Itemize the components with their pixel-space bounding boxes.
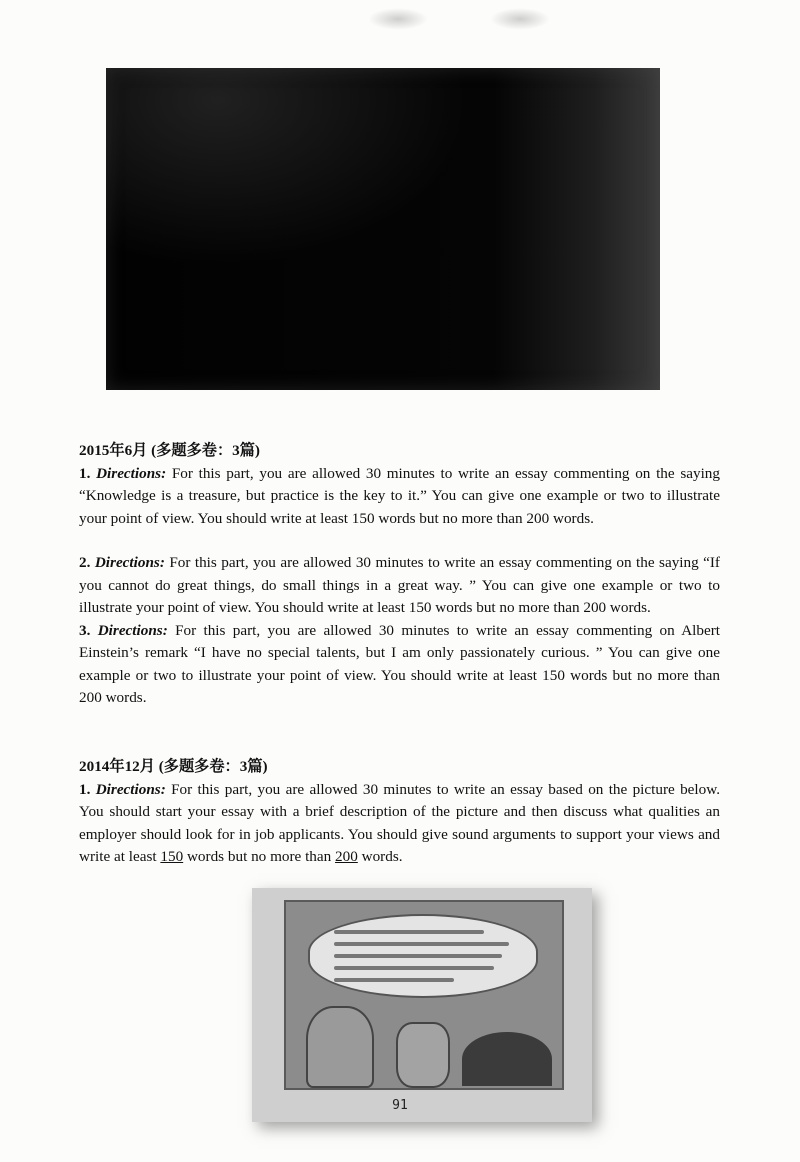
max-words: 200 — [335, 848, 358, 865]
question-text-after: words. — [357, 848, 403, 865]
cartoon-figure-right — [462, 1032, 552, 1086]
question-text: For this part, you are allowed 30 minutes to write an essay commenting on the saying “If you cannot do great things, do small things in a great way. ” You can give one example or two to illustrate your point of view. You should write at least 150 words but no more than 200 words. — [79, 554, 720, 616]
scan-smudge-right — [490, 8, 550, 30]
question-2-2015 — [79, 552, 720, 620]
section-2014 — [79, 756, 720, 869]
question-text-middle: words but no more than — [183, 848, 336, 865]
cartoon-image — [252, 888, 592, 1122]
cartoon-frame — [284, 900, 564, 1090]
directions-label: Directions: — [95, 780, 166, 798]
question-number: 3. — [79, 621, 91, 639]
cartoon-figure-left — [306, 1006, 374, 1088]
directions-label: Directions: — [94, 554, 165, 571]
page-number: 91 — [392, 1098, 408, 1113]
question-3-2015 — [79, 620, 720, 710]
directions-label: Directions: — [97, 621, 168, 639]
question-text-before: For this part, you are allowed 30 minutes to write an essay based on the picture below. You should start your essay with a brief description of the picture and then discuss what qualities an employer should look for in job applicants. You should give sound arguments to support your views and write at least — [79, 780, 720, 865]
question-number: 1. — [79, 780, 91, 798]
scan-smudge-left — [368, 8, 428, 30]
section-2015 — [79, 440, 720, 710]
section-heading-2015: 2015年6月 (多题多卷：3篇) — [79, 442, 260, 459]
directions-label: Directions: — [96, 464, 167, 482]
question-number: 2. — [79, 554, 91, 571]
cartoon-figure-middle — [396, 1022, 450, 1088]
min-words: 150 — [160, 848, 184, 865]
question-1-2014 — [79, 779, 720, 869]
section-heading-2014: 2014年12月 (多题多卷：3篇) — [79, 758, 268, 775]
speech-bubble — [308, 914, 538, 998]
dark-photo-image — [106, 68, 660, 390]
question-text: For this part, you are allowed 30 minutes to write an essay commenting on the saying “Knowledge is a treasure, but practice is the key to it.” You can give one example or two to illustrate your point of view. You should write at least 150 words but no more than 200 words. — [79, 464, 720, 527]
question-number: 1. — [79, 464, 91, 482]
question-text: For this part, you are allowed 30 minutes to write an essay commenting on Albert Einstein’s remark “I have no special talents, but I am only passionately curious. ” You can give one example or two to illustrate your point of view. You should write at least 150 words but no more than 200 words. — [79, 621, 721, 706]
question-1-2015 — [79, 463, 720, 531]
